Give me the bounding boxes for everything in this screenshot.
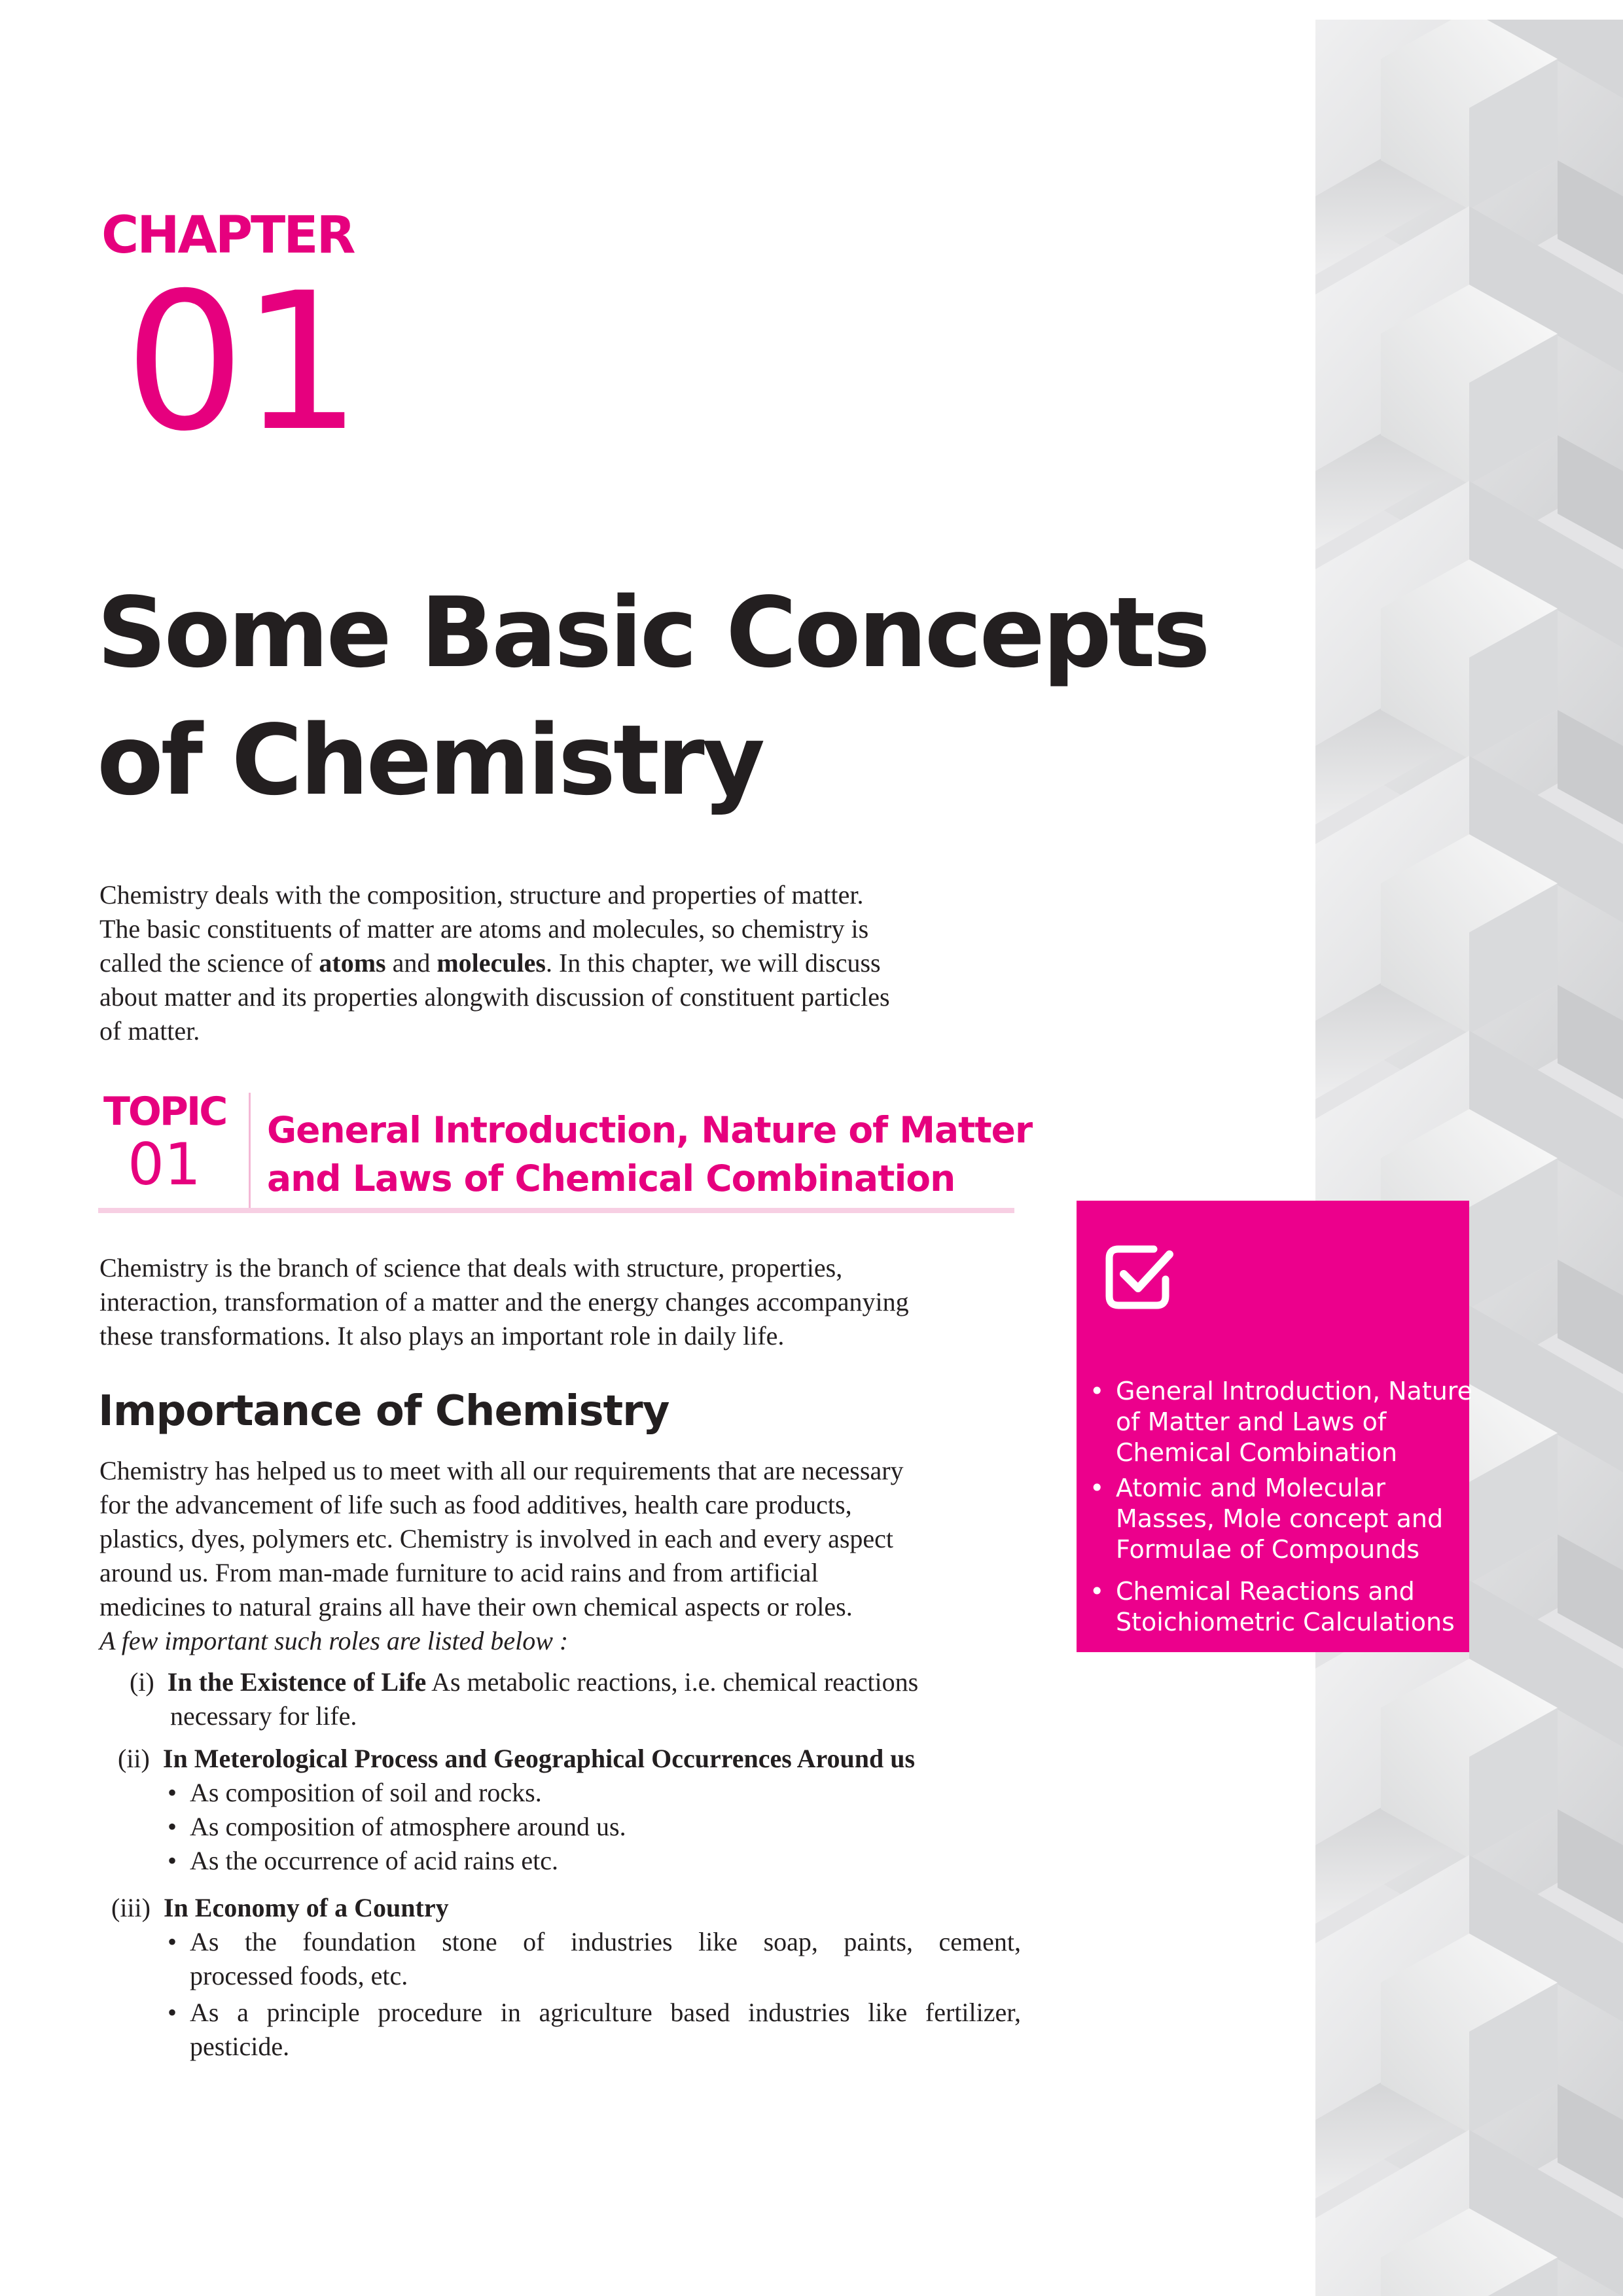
list-item: • As the foundation stone of industries like soap, paints, cement, processed foods, etc. <box>168 1927 1021 1990</box>
chapter-title-line: of Chemistry <box>97 704 763 817</box>
intro-paragraph <box>99 878 1016 1048</box>
role-text: As metabolic reactions, i.e. chemical reactions <box>426 1667 919 1697</box>
text-line: of matter. <box>99 1016 200 1046</box>
chapter-topics-box <box>1077 1201 1472 1652</box>
text-line: Chemistry is the branch of science that deals with structure, properties, <box>99 1253 843 1282</box>
role-text-continued: necessary for life. <box>170 1701 357 1731</box>
sidebar-topic-item: • Chemical Reactions and Stoichiometric Calculations <box>1090 1577 1455 1636</box>
chapter-title-line: Some Basic Concepts <box>97 576 1208 689</box>
list-item: • As composition of atmosphere around us. <box>168 1812 626 1841</box>
topic-divider <box>249 1093 251 1210</box>
role-number: (iii) <box>111 1893 151 1922</box>
text-line: Chemistry has helped us to meet with all our requirements that are necessary <box>99 1456 904 1485</box>
chapter-number: 01 <box>124 253 359 473</box>
text-line: these transformations. It also plays an important role in daily life. <box>99 1321 785 1351</box>
sidebar-topic-item: • Atomic and Molecular Masses, Mole concept and Formulae of Compounds <box>1090 1474 1444 1564</box>
text-line: plastics, dyes, polymers etc. Chemistry is involved in each and every aspect <box>99 1524 894 1553</box>
list-item: • As a principle procedure in agriculture based industries like fertilizer, pesticide. <box>168 1998 1021 2061</box>
role-title: In Meterological Process and Geographical Occurrences Around us <box>162 1744 916 1773</box>
role-title: In the Existence of Life <box>167 1667 427 1697</box>
role-title: In Economy of a Country <box>163 1893 449 1922</box>
list-item: • As the occurrence of acid rains etc. <box>168 1846 559 1875</box>
topic-label: TOPIC <box>103 1089 226 1135</box>
text-line: about matter and its properties alongwith discussion of constituent particles <box>99 982 890 1012</box>
role-number: (ii) <box>118 1744 150 1773</box>
text-line: around us. From man-made furniture to acid rains and from artificial <box>99 1558 819 1587</box>
section-heading: Importance of Chemistry <box>98 1387 669 1436</box>
text-line: medicines to natural grains all have their own chemical aspects or roles. <box>99 1592 853 1621</box>
role-number: (i) <box>130 1667 154 1697</box>
topic-title-line: and Laws of Chemical Combination <box>267 1157 955 1199</box>
topic-underline <box>98 1208 1014 1213</box>
checkbox-check-icon <box>1103 1240 1176 1313</box>
text-line: interaction, transformation of a matter and the energy changes accompanying <box>99 1287 909 1316</box>
definition-paragraph <box>99 1251 1016 1353</box>
chapter-label: CHAPTER <box>101 206 354 265</box>
text-line: for the advancement of life such as food additives, health care products, <box>99 1490 852 1519</box>
text-line: Chemistry deals with the composition, structure and properties of matter. <box>99 880 864 910</box>
role-item-2 <box>118 1742 915 1776</box>
importance-paragraph <box>99 1454 1016 1658</box>
roles-intro: A few important such roles are listed below : <box>99 1626 569 1655</box>
role-item-1 <box>130 1665 918 1699</box>
role-item-3 <box>111 1891 449 1925</box>
topic-title <box>267 1106 1032 1203</box>
topic-title-line: General Introduction, Nature of Matter <box>267 1109 1033 1151</box>
chapter-title <box>97 569 1275 824</box>
text-line: called the science of atoms and molecules. In this chapter, we will discuss <box>99 948 881 978</box>
sidebar-topic-item: • General Introduction, Nature of Matter and Laws of Chemical Combination <box>1090 1377 1472 1467</box>
text-line: The basic constituents of matter are atoms and molecules, so chemistry is <box>99 914 869 944</box>
topic-number: 01 <box>128 1131 201 1198</box>
decorative-side-pattern <box>1315 20 1623 2296</box>
list-item: • As composition of soil and rocks. <box>168 1778 542 1807</box>
